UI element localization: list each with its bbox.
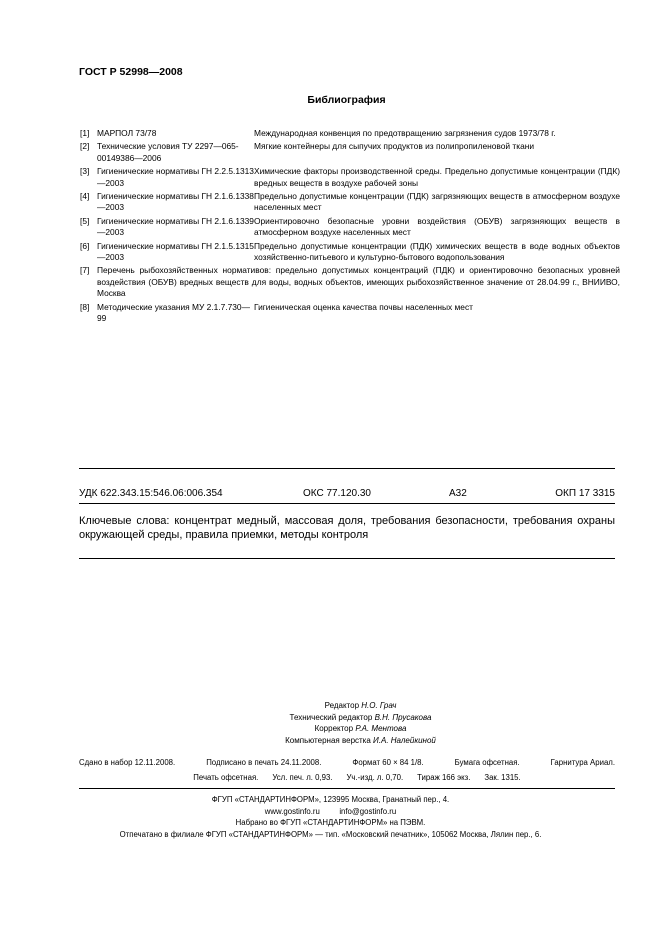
- bibliography-entry: [80, 141, 620, 164]
- entry-description: Мягкие контейнеры для сыпучих продуктов из полипропиленовой ткани: [254, 141, 535, 152]
- entry-description: Предельно допустимые концентрации (ПДК) загрязняющих веществ в атмосферном воздухе населенных мест: [254, 191, 620, 213]
- credit-proofreader: Корректор Р.А. Ментова: [314, 724, 407, 733]
- divider: [79, 503, 615, 504]
- entry-description: Химические факторы производственной среды. Предельно допустимые концентрации (ПДК) вредных веществ в воздухе рабочей зоны: [254, 166, 620, 188]
- print-info-item: Зак. 1315.: [484, 772, 521, 782]
- publisher-email: info@gostinfo.ru: [339, 806, 397, 816]
- entry-number: [6]: [80, 240, 90, 251]
- okp-code: ОКП 17 3315: [555, 488, 615, 499]
- credits-block: [0, 700, 661, 746]
- bibliography-entry: [80, 166, 620, 189]
- publisher-address: ФГУП «СТАНДАРТИНФОРМ», 123995 Москва, Гранатный пер., 4.: [211, 795, 450, 804]
- divider: [79, 558, 615, 559]
- print-info-row: [79, 771, 615, 786]
- publisher-printed: Отпечатано в филиале ФГУП «СТАНДАРТИНФОРМ» — тип. «Московский печатник», 105062 Москва, Лялин пер., 6.: [119, 829, 542, 839]
- divider: [79, 788, 615, 789]
- bibliography-entry: [80, 128, 620, 139]
- entry-description: Международная конвенция по предотвращению загрязнения судов 1973/78 г.: [254, 128, 556, 138]
- entry-description: Предельно допустимые концентрации (ПДК) химических веществ в воде водных объектов хозяйственно-питьевого и культурно-бытового водопользования: [254, 240, 620, 263]
- print-info-item: Тираж 166 экз.: [417, 772, 471, 782]
- document-header: ГОСТ Р 52998—2008: [79, 66, 183, 78]
- print-info-item: Подписано в печать 24.11.2008.: [206, 758, 322, 767]
- entry-source: Методические указания МУ 2.1.7.730—99: [97, 301, 250, 324]
- bibliography-entry: [80, 302, 620, 325]
- credit-layout: Компьютерная верстка И.А. Налейкиной: [285, 735, 436, 745]
- udk-code: УДК 622.343.15:546.06:006.354: [79, 488, 223, 499]
- classification-code: А32: [449, 488, 467, 499]
- entry-full-text: Перечень рыбохозяйственных нормативов: предельно допустимых концентраций (ПДК) и ориентировочно безопасных уровней воздействия (ОБУВ) вредных веществ для воды, водных объектов, имеющих рыбохозяйственное значение от 28.04.99 г., ВНИИВО, Москва: [97, 265, 620, 299]
- entry-source: Гигиенические нормативы ГН 2.1.5.1315—2003: [97, 240, 254, 263]
- print-info-item: Бумага офсетная.: [454, 758, 520, 767]
- print-info-item: Уч.-изд. л. 0,70.: [346, 772, 404, 782]
- entry-description: Гигиеническая оценка качества почвы населенных мест: [254, 301, 473, 312]
- entry-number: [8]: [80, 301, 90, 312]
- entry-number: [4]: [80, 191, 90, 202]
- print-info-row: [79, 756, 615, 771]
- bibliography-list: [80, 128, 620, 327]
- bibliography-entry: [80, 191, 620, 214]
- bibliography-entry: [80, 265, 620, 299]
- print-info-item: Гарнитура Ариал.: [550, 758, 615, 767]
- print-info-item: Формат 60 × 84 1/8.: [352, 758, 424, 767]
- entry-number: [5]: [80, 215, 90, 226]
- entry-source: Технические условия ТУ 2297—065-00149386—2006: [97, 141, 239, 163]
- publisher-contacts: [0, 806, 661, 818]
- bibliography-entry: [80, 241, 620, 264]
- entry-source: МАРПОЛ 73/78: [97, 128, 157, 138]
- print-info-item: Печать офсетная.: [193, 772, 259, 782]
- entry-number: [1]: [80, 128, 90, 138]
- entry-number: [7]: [80, 265, 90, 276]
- entry-number: [2]: [80, 141, 90, 152]
- keywords: Ключевые слова: концентрат медный, массовая доля, требования безопасности, требования охраны окружающей среды, правила приемки, методы контроля: [79, 515, 615, 541]
- bibliography-entry: [80, 216, 620, 239]
- entry-source: Гигиенические нормативы ГН 2.1.6.1339—2003: [97, 215, 254, 238]
- entry-description: Ориентировочно безопасные уровни воздействия (ОБУВ) загрязняющих веществ в атмосферном воздухе населенных мест: [254, 215, 620, 238]
- entry-source: Гигиенические нормативы ГН 2.1.6.1338—2003: [97, 191, 254, 213]
- publisher-info: [0, 794, 661, 840]
- entry-number: [3]: [80, 166, 90, 177]
- credit-tech-editor: Технический редактор В.Н. Прусакова: [289, 712, 432, 722]
- print-info: [79, 756, 615, 785]
- print-info-item: Сдано в набор 12.11.2008.: [79, 758, 176, 767]
- credit-editor: Редактор Н.О. Грач: [324, 701, 397, 710]
- publisher-typeset: Набрано во ФГУП «СТАНДАРТИНФОРМ» на ПЭВМ.: [235, 818, 426, 827]
- bibliography-title: Библиография: [307, 94, 386, 106]
- print-info-item: Усл. печ. л. 0,93.: [272, 772, 333, 782]
- divider: [79, 468, 615, 469]
- oks-code: ОКС 77.120.30: [303, 488, 371, 499]
- publisher-website: www.gostinfo.ru: [264, 806, 320, 816]
- entry-source: Гигиенические нормативы ГН 2.2.5.1313—2003: [97, 166, 254, 188]
